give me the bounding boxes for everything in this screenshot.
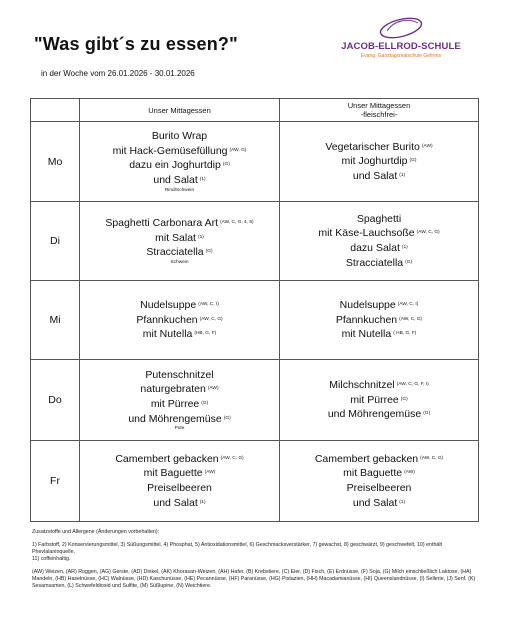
dish-text: Camembert gebacken [115,452,219,465]
menu-cell-vegetarian [280,441,479,522]
allergen-code: (G) [205,249,213,255]
day-label: Mi [31,281,80,360]
header-menu-2 [280,99,479,122]
dish-line [80,397,279,412]
header-menu-2-title: Unser Mittagessen [347,101,411,110]
dish-text: mit Hack-Gemüsefüllung [112,144,228,157]
menu-row [31,441,479,522]
menu-row [31,122,479,202]
menu-cell-regular [80,122,280,202]
footer-heading: Zusatzstoffe und Allergene (Änderungen vorbehalten): [32,529,160,535]
dish-line [80,129,279,144]
allergen-code: (AW) [207,386,219,392]
allergen-code: (1) [199,177,206,183]
dish-text: mit Nutella [142,328,193,341]
dish-text: und Möhrengemüse [327,408,422,421]
dish-text: Pfannkuchen [335,313,398,326]
school-logo [326,16,476,68]
dish-text: Pfannkuchen [136,313,198,326]
allergen-code: (HB, G, F) [194,331,217,337]
page-title: "Was gibt´s zu essen?" [34,34,238,54]
menu-row [31,202,479,281]
allergen-code: (AW, C, G) [220,455,244,461]
dish-line [280,313,478,328]
dish-text: Burito Wrap [151,130,208,143]
dish-text: naturgebraten [140,383,206,396]
dish-line [280,256,478,271]
menu-row [31,360,479,441]
dish-line [280,298,478,313]
dish-text: mit Baguette [143,467,203,480]
day-label: Di [31,202,80,281]
dish-text: Nudelsuppe [140,299,197,312]
header-menu-2-subtitle: -fleischfrei- [360,110,398,119]
dish-text: mit Käse-Lauchsoße [318,227,415,240]
dish-text: dazu ein Joghurtdip [129,159,221,172]
dish-line [80,452,279,467]
week-range: in der Woche vom 26.01.2026 - 30.01.2026 [41,69,195,78]
header-menu-1: Unser Mittagessen [80,99,280,122]
dish-line [280,393,478,408]
menu-cell-regular [80,441,280,522]
school-logo-mark [378,16,424,40]
meat-type-note: Pute [174,426,185,432]
menu-cell-regular [80,281,280,360]
dish-line [80,382,279,397]
allergen-code: (1) [401,244,408,250]
dish-text: Camembert gebacken [314,452,419,465]
allergen-code: (AW, C, I) [198,302,219,308]
school-subtitle: Evang. Ganztagsrealschule Gefrees [360,53,442,59]
dish-line [280,140,478,155]
dish-line [80,496,279,511]
allergen-code: (AW) [404,470,415,476]
allergen-code: (AW, C, G) [199,316,223,322]
day-label: Mo [31,122,80,202]
dish-line [80,481,279,496]
dish-line [80,313,279,328]
allergen-code: (1) [399,172,406,178]
dish-line [80,327,279,342]
allergen-code: (AW) [204,470,216,476]
dish-text: mit Salat [155,231,196,244]
allergen-code: (G) [201,400,209,406]
dish-text: Vegetarischer Burito [325,140,420,153]
allergen-code: (G) [409,158,417,164]
dish-line [280,378,478,393]
dish-text: dazu Salat [350,242,400,255]
allergen-code: (AW, C, G) [420,455,444,461]
menu-cell-vegetarian [280,202,479,281]
menu-table [30,98,479,522]
header-day-column [31,99,80,122]
dish-line [280,226,478,241]
dish-text: mit Pürree [350,393,399,406]
dish-line [280,452,478,467]
dish-text: Milchschnitzel [329,379,395,392]
footer-allergens: (AW) Weizen, (AR) Roggen, (AG) Gerste, (AD) Dinkel, (AK) Khorasan-Weizen, (AH) Hafer, (B) Krebstiere, (C) Eier, (D) Fisch, (E) Erdnüsse, (F) Soja, (G) Milch einschließlich Laktose, (HA) Mandeln, (HB) Haselnüsse, (HC) Walnüsse, (HD) Kaschunüsse, (HE) Pecannüsse, (HF) Paranüsse, (HG) Pistazien, (HH) Macadamianüsse, (HI) Queenslandnüsse, (I) Sellerie, (J) Senf, (K) Sesamsamen, (L) Schwefeldioxid und Sulfite, (M) Süßlupine, (N) Weichtiere. [32,569,476,589]
allergen-code: (AW, C, G, 4, 5) [219,220,254,226]
dish-line [80,298,279,313]
menu-cell-vegetarian [280,360,479,441]
allergen-code: (AW) [421,143,433,149]
dish-text: Stracciatella [345,256,404,269]
meat-type-note: Rind/Schwein [164,187,195,193]
dish-line [280,466,478,481]
dish-line [280,407,478,422]
allergen-code: (G) [222,162,230,168]
menu-cell-regular [80,360,280,441]
allergen-code: (G) [400,396,408,402]
dish-text: Preiselbeeren [346,482,412,495]
footer-additives [32,542,482,563]
allergen-code: (G) [423,411,431,417]
additives-line-2: 11) coffeinhaltig. [32,556,71,562]
dish-text: Spaghetti Carbonara Art [105,217,218,230]
day-label: Do [31,360,80,441]
allergen-code: ( HB, G, F) [393,331,417,337]
dish-text: Spaghetti [356,212,402,225]
allergen-code: (1) [197,234,204,240]
dish-text: Putenschnitzel [145,368,214,381]
menu-cell-vegetarian [280,281,479,360]
dish-line [80,245,279,260]
dish-text: mit Nutella [341,328,392,341]
dish-line [80,368,279,383]
dish-text: Preiselbeeren [147,482,212,495]
dish-line [80,158,279,173]
allergen-code: (AW, C, G) [416,230,440,236]
dish-line [80,216,279,231]
dish-line [280,496,478,511]
allergen-code: (1) [199,499,206,505]
dish-text: und Salat [153,174,198,187]
meat-type-note: Schwein [170,259,189,265]
dish-line [80,231,279,246]
dish-line [80,144,279,159]
dish-text: und Salat [153,496,198,509]
dish-text: und Salat [352,169,398,182]
school-name: JACOB-ELLROD-SCHULE [341,41,461,52]
dish-text: und Salat [352,496,398,509]
dish-line [280,241,478,256]
dish-text: mit Pürree [150,398,200,411]
dish-text: Nudelsuppe [339,299,396,312]
dish-text: Stracciatella [146,246,204,259]
allergen-code: (G) [405,259,413,265]
menu-cell-vegetarian [280,122,479,202]
allergen-footer [32,529,482,596]
menu-row [31,281,479,360]
day-label: Fr [31,441,80,522]
dish-line [80,173,279,188]
dish-line [280,169,478,184]
allergen-code: (AW, C, G, F, I) [396,382,429,388]
dish-line [280,327,478,342]
allergen-code: (AW, C, G) [399,316,423,322]
dish-text: mit Baguette [343,467,403,480]
allergen-code: (1) [399,499,406,505]
dish-line [80,466,279,481]
dish-line [280,481,478,496]
dish-line [80,412,279,427]
additives-line-1: 1) Farbstoff, 2) Konservierungsmittel, 3) Süßungsmittel, 4) Phosphat, 5) Antioxidationsmittel, 6) Geschmacksverstärker, 7) gewachst, 8) geschwärzt, 9) geschwefelt, 10) enthält Phevlalaninquelle, [32,542,443,555]
allergen-code: (AW, C, I) [397,302,419,308]
dish-text: mit Joghurtdip [341,155,408,168]
allergen-code: (G) [223,415,231,421]
menu-cell-regular [80,202,280,281]
allergen-code: (AW, G) [229,147,247,153]
dish-line [280,212,478,227]
dish-text: und Möhrengemüse [128,412,222,425]
dish-line [280,154,478,169]
